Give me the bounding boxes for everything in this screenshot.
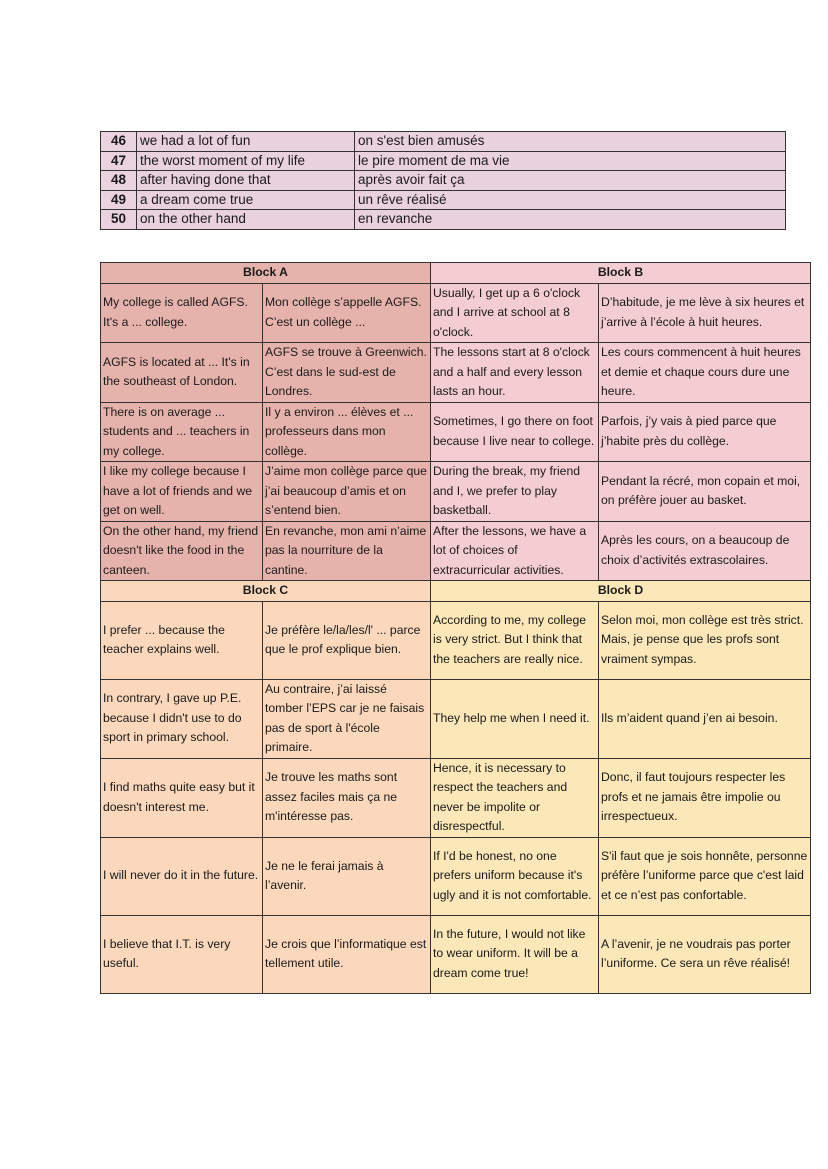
block-a-header: Block A xyxy=(101,263,431,284)
vocab-french: le pire moment de ma vie xyxy=(355,151,786,171)
block-b-french: Les cours commencent à huit heures et demie et chaque cours dure une heure. xyxy=(599,343,811,403)
block-c-english: In contrary, I gave up P.E. because I didn't use to do sport in primary school. xyxy=(101,679,263,758)
block-b-english: The lessons start at 8 o'clock and a half and every lesson lasts an hour. xyxy=(431,343,599,403)
vocab-table xyxy=(100,131,786,230)
vocab-english: after having done that xyxy=(137,171,355,191)
block-b-header: Block B xyxy=(431,263,811,284)
block-a-english: AGFS is located at ... It's in the southeast of London. xyxy=(101,343,263,403)
block-row xyxy=(101,758,811,837)
block-c-header: Block C xyxy=(101,581,431,602)
vocab-number: 46 xyxy=(101,132,137,152)
block-c-english: I will never do it in the future. xyxy=(101,837,263,915)
block-c-english: I prefer ... because the teacher explains well. xyxy=(101,601,263,679)
block-b-english: Usually, I get up a 6 o'clock and I arrive at school at 8 o'clock. xyxy=(431,283,599,343)
block-b-french: D’habitude, je me lève à six heures et j’arrive à l’école à huit heures. xyxy=(599,283,811,343)
block-d-french: A l’avenir, je ne voudrais pas porter l’uniforme. Ce sera un rêve réalisé! xyxy=(599,915,811,993)
block-d-french: S'il faut que je sois honnête, personne préfère l’uniforme parce que c'est laid et ce n’est pas confortable. xyxy=(599,837,811,915)
vocab-number: 50 xyxy=(101,210,137,230)
block-row xyxy=(101,343,811,403)
block-a-english: There is on average ... students and ... teachers in my college. xyxy=(101,402,263,462)
block-c-french: Je trouve les maths sont assez faciles mais ça ne m'intéresse pas. xyxy=(263,758,431,837)
block-a-english: My college is called AGFS. It's a ... college. xyxy=(101,283,263,343)
vocab-row xyxy=(101,190,786,210)
block-a-french: Mon collège s’appelle AGFS. C’est un collège ... xyxy=(263,283,431,343)
block-c-french: Au contraire, j’ai laissé tomber l’EPS car je ne faisais pas de sport à l'école primaire. xyxy=(263,679,431,758)
vocab-french: un rêve réalisé xyxy=(355,190,786,210)
vocab-english: a dream come true xyxy=(137,190,355,210)
vocab-row xyxy=(101,171,786,191)
vocab-row xyxy=(101,151,786,171)
block-d-header: Block D xyxy=(431,581,811,602)
block-row xyxy=(101,521,811,581)
block-b-english: After the lessons, we have a lot of choices of extracurricular activities. xyxy=(431,521,599,581)
block-d-english: Hence, it is necessary to respect the teachers and never be impolite or disrespectful. xyxy=(431,758,599,837)
block-row xyxy=(101,283,811,343)
blocks-table xyxy=(100,262,811,994)
header-row-cd xyxy=(101,581,811,602)
vocab-english: we had a lot of fun xyxy=(137,132,355,152)
block-d-french: Ils m’aident quand j’en ai besoin. xyxy=(599,679,811,758)
block-a-french: Il y a environ ... élèves et ... professeurs dans mon collège. xyxy=(263,402,431,462)
block-a-english: On the other hand, my friend doesn't like the food in the canteen. xyxy=(101,521,263,581)
block-c-english: I believe that I.T. is very useful. xyxy=(101,915,263,993)
block-b-french: Parfois, j’y vais à pied parce que j’habite près du collège. xyxy=(599,402,811,462)
block-d-english: In the future, I would not like to wear uniform. It will be a dream come true! xyxy=(431,915,599,993)
block-row xyxy=(101,601,811,679)
vocab-french: après avoir fait ça xyxy=(355,171,786,191)
vocab-english: the worst moment of my life xyxy=(137,151,355,171)
block-b-french: Pendant la récré, mon copain et moi, on préfère jouer au basket. xyxy=(599,462,811,522)
vocab-number: 48 xyxy=(101,171,137,191)
block-d-english: They help me when I need it. xyxy=(431,679,599,758)
block-d-english: According to me, my college is very strict. But I think that the teachers are really nice. xyxy=(431,601,599,679)
vocab-english: on the other hand xyxy=(137,210,355,230)
vocab-number: 47 xyxy=(101,151,137,171)
block-row xyxy=(101,679,811,758)
block-a-english: I like my college because I have a lot of friends and we get on well. xyxy=(101,462,263,522)
block-a-french: AGFS se trouve à Greenwich. C’est dans le sud-est de Londres. xyxy=(263,343,431,403)
block-c-french: Je crois que l’informatique est tellement utile. xyxy=(263,915,431,993)
block-row xyxy=(101,402,811,462)
block-b-english: Sometimes, I go there on foot because I live near to college. xyxy=(431,402,599,462)
block-a-french: J’aime mon collège parce que j’ai beaucoup d’amis et on s’entend bien. xyxy=(263,462,431,522)
block-row xyxy=(101,915,811,993)
vocab-number: 49 xyxy=(101,190,137,210)
block-b-french: Après les cours, on a beaucoup de choix d’activités extrascolaires. xyxy=(599,521,811,581)
block-c-english: I find maths quite easy but it doesn't interest me. xyxy=(101,758,263,837)
vocab-row xyxy=(101,132,786,152)
block-row xyxy=(101,462,811,522)
block-d-french: Donc, il faut toujours respecter les profs et ne jamais être impolie ou irrespectueux. xyxy=(599,758,811,837)
vocab-french: en revanche xyxy=(355,210,786,230)
vocab-french: on s'est bien amusés xyxy=(355,132,786,152)
block-b-english: During the break, my friend and I, we prefer to play basketball. xyxy=(431,462,599,522)
block-d-french: Selon moi, mon collège est très strict. Mais, je pense que les profs sont vraiment sympas. xyxy=(599,601,811,679)
vocab-row xyxy=(101,210,786,230)
block-c-french: Je ne le ferai jamais à l’avenir. xyxy=(263,837,431,915)
block-a-french: En revanche, mon ami n’aime pas la nourriture de la cantine. xyxy=(263,521,431,581)
block-row xyxy=(101,837,811,915)
header-row-ab xyxy=(101,263,811,284)
block-d-english: If I'd be honest, no one prefers uniform because it's ugly and it is not comfortable. xyxy=(431,837,599,915)
block-c-french: Je préfère le/la/les/l' ... parce que le prof explique bien. xyxy=(263,601,431,679)
